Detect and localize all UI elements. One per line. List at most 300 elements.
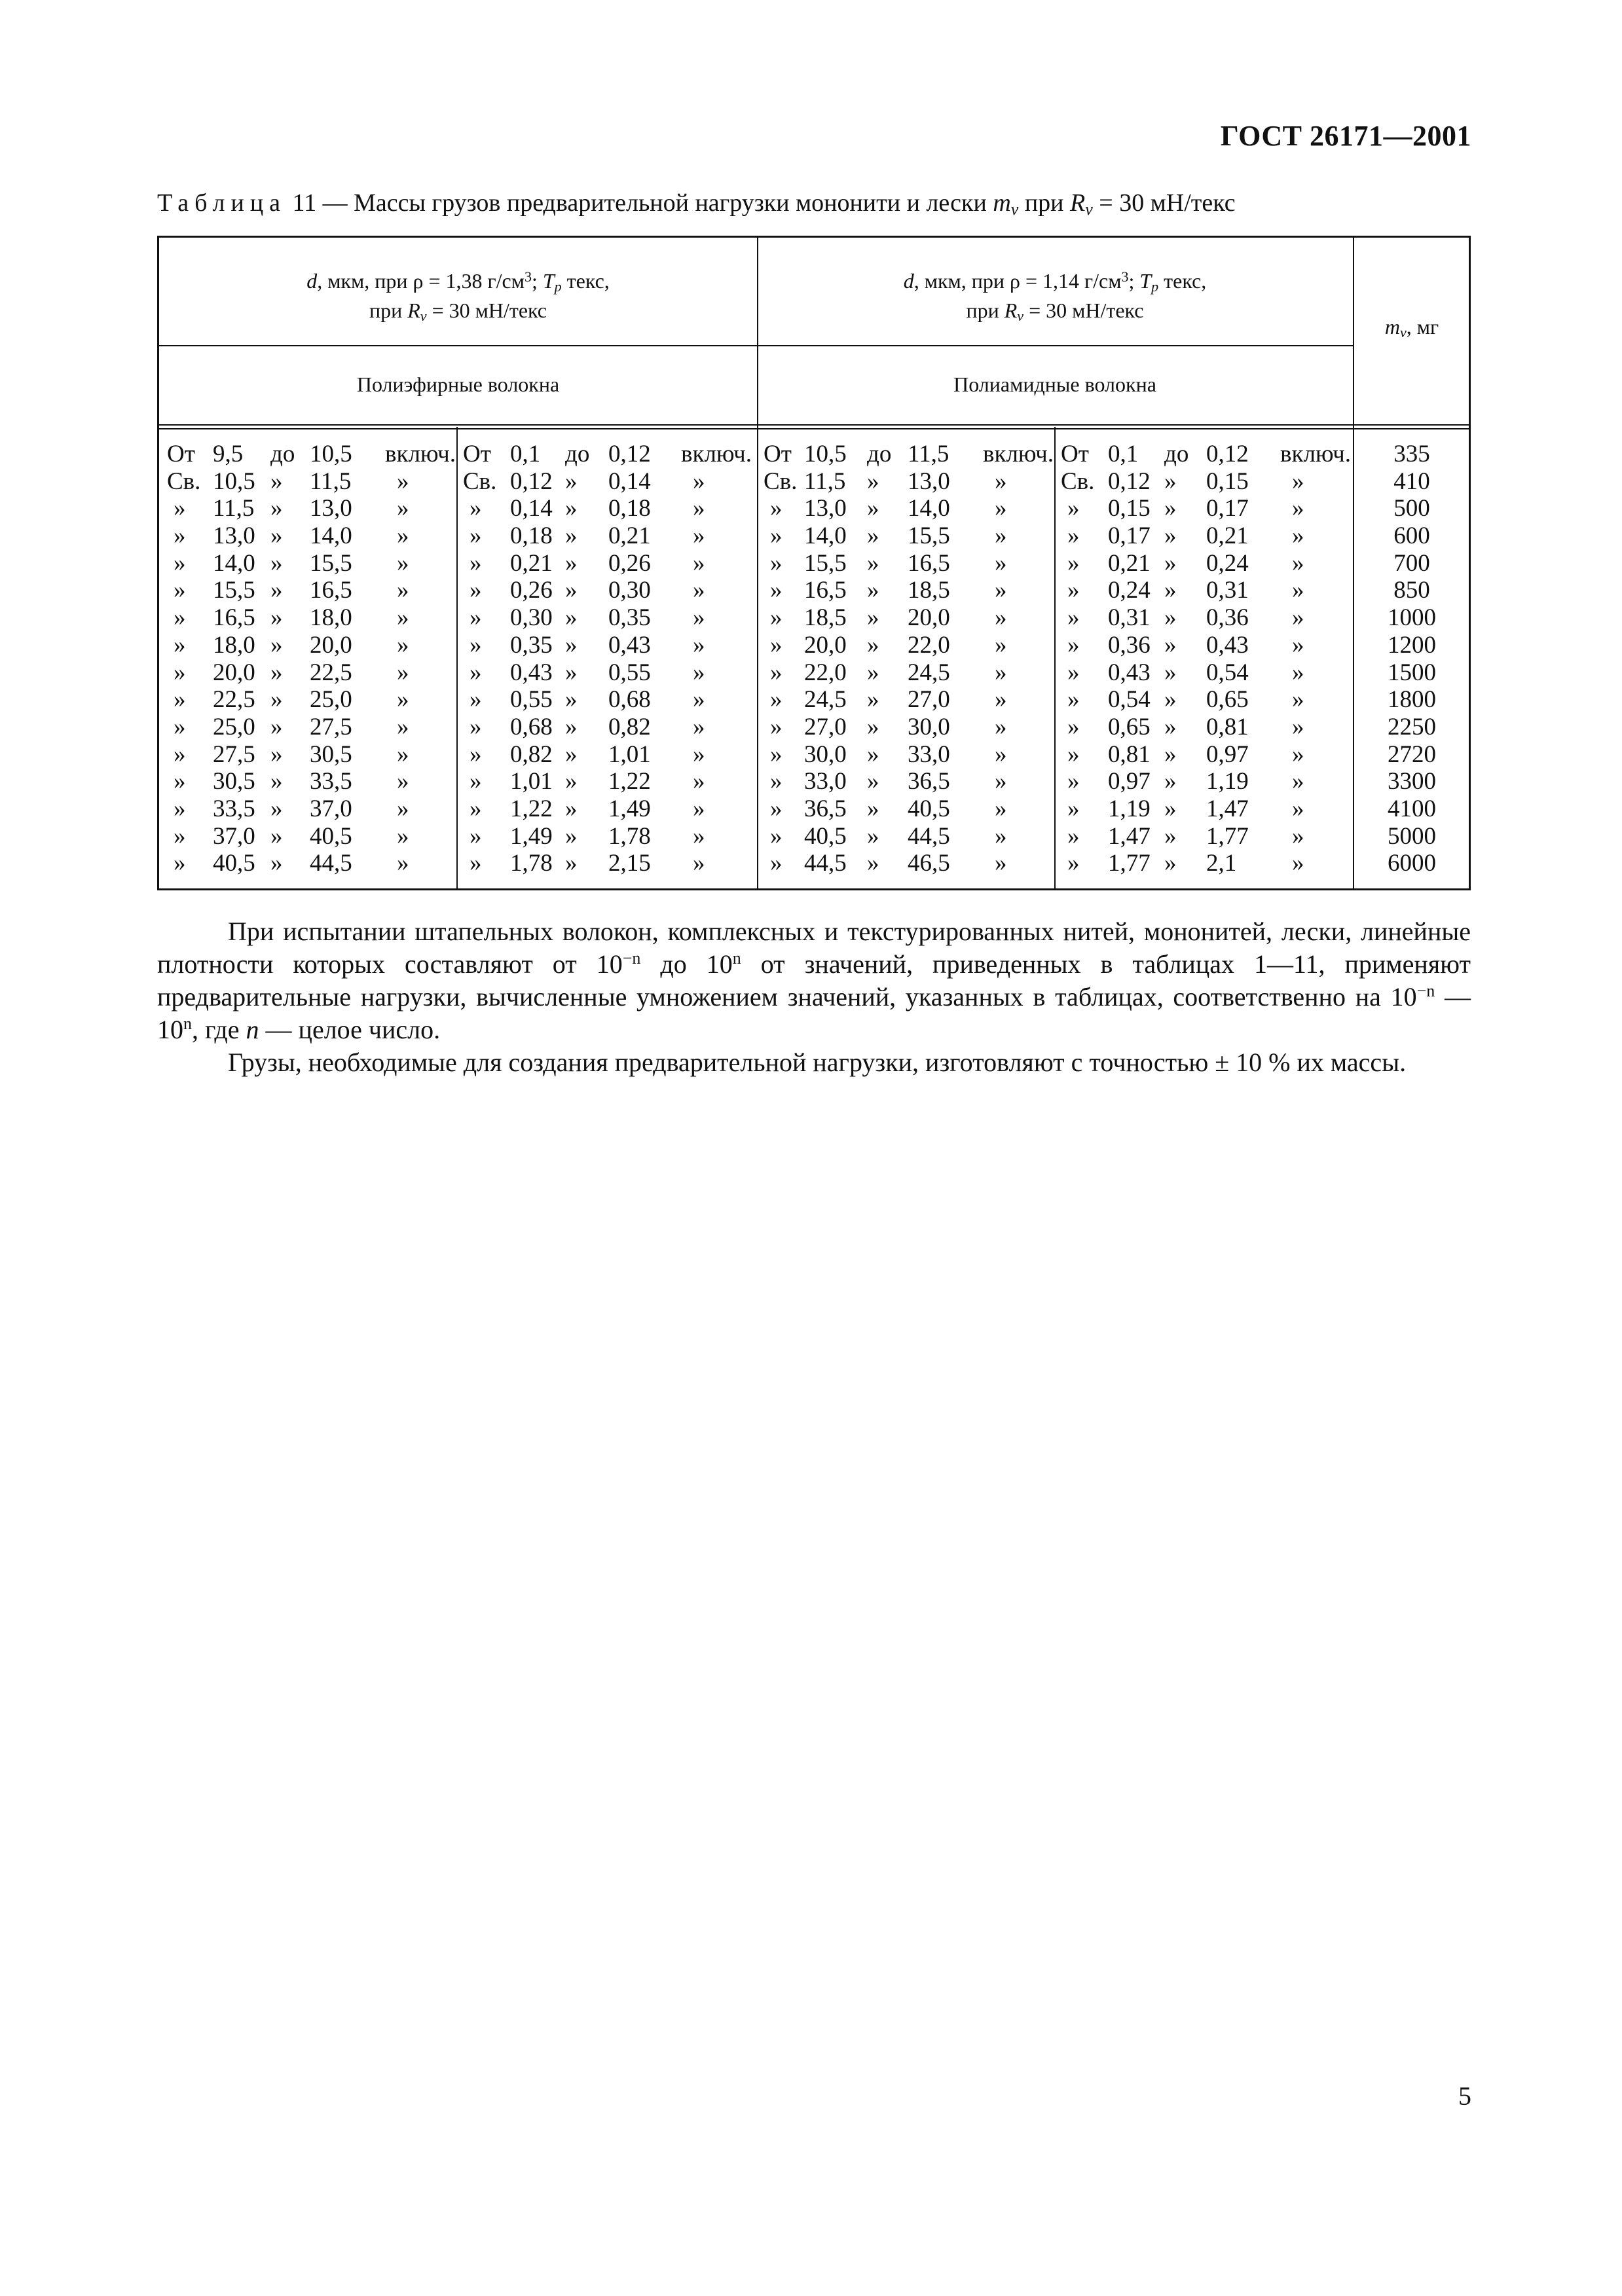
table-row: [757, 468, 1054, 496]
range-prefix: »: [1067, 850, 1080, 877]
range-to: 20,0: [310, 631, 352, 659]
range-suffix: »: [397, 659, 409, 686]
range-prefix: »: [1067, 604, 1080, 632]
range-from: 13,0: [213, 522, 255, 550]
range-from: 18,5: [804, 604, 847, 632]
range-to-word: »: [565, 604, 578, 632]
table-row: [159, 441, 456, 468]
document-code: ГОСТ 26171—2001: [1220, 120, 1471, 152]
mass-hdr-sub: v: [1399, 324, 1407, 340]
table-row: [1054, 768, 1353, 795]
range-to: 40,5: [908, 795, 950, 822]
header-double-rule: [159, 424, 1469, 429]
range-to: 0,12: [608, 441, 651, 467]
range-to: 15,5: [310, 549, 352, 577]
mass-value: 6000: [1388, 850, 1436, 877]
range-to: 14,0: [908, 495, 950, 522]
range-prefix: »: [174, 604, 186, 632]
range-to: 44,5: [310, 850, 352, 877]
table-row: [757, 795, 1054, 823]
range-from: 1,22: [510, 795, 553, 822]
table-row: [1054, 741, 1353, 769]
range-prefix: От: [167, 441, 195, 467]
mass-value: 335: [1393, 441, 1430, 467]
range-to: 18,5: [908, 577, 950, 604]
range-suffix: »: [995, 768, 1007, 795]
range-suffix: »: [1292, 522, 1304, 550]
page-number: 5: [1458, 2081, 1471, 2111]
range-suffix: »: [693, 604, 705, 632]
range-suffix: »: [995, 604, 1007, 632]
paragraph-weight-accuracy: [157, 1046, 1471, 1079]
range-suffix: »: [693, 822, 705, 850]
table-row: [159, 468, 456, 496]
polyamide-diameter-column: [757, 441, 1054, 877]
table-row: [159, 632, 456, 659]
polyester-hdr-r: R: [407, 299, 420, 322]
range-to-word: до: [565, 441, 590, 467]
table-row: [1054, 632, 1353, 659]
polyester-hdr-t: T: [542, 269, 555, 293]
range-to: 0,18: [608, 495, 651, 522]
range-from: 1,01: [510, 768, 553, 795]
caption-number: 11: [292, 189, 317, 217]
p1-n: n: [246, 1015, 259, 1044]
range-from: 0,15: [1108, 495, 1151, 522]
range-suffix: включ.: [681, 441, 752, 467]
range-prefix: »: [174, 740, 186, 768]
range-prefix: »: [174, 522, 186, 550]
polyester-header: [159, 265, 757, 328]
range-to-word: »: [270, 740, 283, 768]
mass-value: 850: [1393, 577, 1430, 604]
range-to: 0,12: [1206, 441, 1249, 467]
mass-value: 3300: [1388, 768, 1436, 795]
table-row: [1054, 577, 1353, 604]
caption-text: Массы грузов предварительной нагрузки мононити и лески: [354, 189, 993, 217]
range-from: 0,65: [1108, 713, 1151, 740]
table-row: [159, 823, 456, 850]
mass-value: 1500: [1388, 659, 1436, 686]
range-prefix: »: [770, 577, 783, 604]
range-to: 18,0: [310, 604, 352, 632]
range-to: 24,5: [908, 659, 950, 686]
caption-rest: = 30 мН/текс: [1092, 189, 1236, 217]
polyamide-hdr-at: при: [966, 299, 1005, 322]
table-row: [757, 632, 1054, 659]
range-prefix: »: [770, 631, 783, 659]
range-suffix: »: [693, 795, 705, 822]
mass-header: [1353, 315, 1471, 344]
range-suffix: »: [995, 522, 1007, 550]
range-to: 0,68: [608, 686, 651, 714]
range-to-word: до: [270, 441, 295, 467]
range-from: 15,5: [804, 549, 847, 577]
range-to-word: »: [1164, 549, 1177, 577]
range-prefix: »: [770, 822, 783, 850]
range-to-word: »: [565, 768, 578, 795]
range-to: 37,0: [310, 795, 352, 822]
range-prefix: »: [470, 604, 482, 632]
mass-value: 500: [1393, 495, 1430, 522]
range-suffix: »: [693, 768, 705, 795]
range-suffix: »: [693, 850, 705, 877]
range-prefix: »: [470, 822, 482, 850]
p1-text-a: При испытании штапельных волокон, комплексных и текстурированных нитей, мононитей, лески, линейные плотности которых составляют от 10: [157, 917, 1471, 979]
range-to: 22,5: [310, 659, 352, 686]
range-to-word: »: [867, 631, 879, 659]
range-prefix: »: [1067, 577, 1080, 604]
range-suffix: »: [995, 740, 1007, 768]
range-from: 37,0: [213, 822, 255, 850]
range-prefix: »: [174, 686, 186, 714]
range-to: 0,65: [1206, 686, 1249, 714]
table-row: [456, 795, 757, 823]
range-to-word: »: [565, 467, 578, 495]
range-to-word: »: [565, 740, 578, 768]
range-to-word: »: [270, 549, 283, 577]
polyester-hdr-sup: 3: [524, 268, 532, 285]
range-to: 16,5: [310, 577, 352, 604]
range-to: 1,22: [608, 768, 651, 795]
range-prefix: »: [1067, 495, 1080, 522]
range-to: 0,24: [1206, 549, 1249, 577]
range-prefix: »: [770, 659, 783, 686]
table-row: [456, 495, 757, 522]
range-to: 0,26: [608, 549, 651, 577]
table-row: [456, 741, 757, 769]
table-row: [757, 714, 1054, 741]
range-to-word: »: [867, 522, 879, 550]
range-prefix: От: [463, 441, 491, 467]
range-to-word: »: [1164, 768, 1177, 795]
range-suffix: »: [693, 495, 705, 522]
range-from: 0,26: [510, 577, 553, 604]
range-to: 20,0: [908, 604, 950, 632]
range-to-word: »: [565, 713, 578, 740]
table-row: [757, 823, 1054, 850]
range-to-word: »: [270, 577, 283, 604]
caption-r-sub: v: [1085, 200, 1093, 219]
mass-value: 2250: [1388, 713, 1436, 740]
range-prefix: »: [174, 495, 186, 522]
table-row: [456, 714, 757, 741]
range-from: 0,1: [1108, 441, 1139, 467]
range-suffix: »: [995, 549, 1007, 577]
range-from: 36,5: [804, 795, 847, 822]
range-prefix: От: [1061, 441, 1089, 467]
range-from: 0,1: [510, 441, 541, 467]
range-prefix: »: [174, 768, 186, 795]
table-row: [456, 686, 757, 714]
range-to: 33,5: [310, 768, 352, 795]
range-prefix: »: [1067, 659, 1080, 686]
range-to-word: »: [867, 467, 879, 495]
range-from: 0,21: [1108, 549, 1151, 577]
range-to-word: »: [867, 549, 879, 577]
range-prefix: »: [174, 631, 186, 659]
polyamide-hdr-d: d: [903, 269, 914, 293]
range-from: 33,0: [804, 768, 847, 795]
range-from: 33,5: [213, 795, 255, 822]
mass-column: [1353, 441, 1471, 877]
range-from: 11,5: [213, 495, 255, 522]
mass-value: 410: [1393, 467, 1430, 495]
range-from: 40,5: [804, 822, 847, 850]
range-prefix: »: [770, 740, 783, 768]
table-row: [757, 686, 1054, 714]
range-to: 10,5: [310, 441, 352, 467]
range-prefix: »: [770, 850, 783, 877]
p1-text-f: — целое число.: [259, 1015, 441, 1044]
table-row: [456, 632, 757, 659]
p1-sup-2: n: [732, 949, 741, 968]
mass-value: 5000: [1388, 822, 1436, 850]
polyester-hdr-rsub: v: [420, 308, 427, 324]
table-row: [1054, 604, 1353, 632]
range-to: 11,5: [908, 441, 949, 467]
range-to-word: »: [1164, 522, 1177, 550]
range-suffix: »: [397, 686, 409, 714]
range-from: 0,14: [510, 495, 553, 522]
table-row: [159, 768, 456, 795]
range-prefix: Св.: [764, 467, 798, 495]
p1-sup-1: −n: [622, 949, 641, 968]
range-to: 0,17: [1206, 495, 1249, 522]
range-suffix: »: [397, 850, 409, 877]
paragraph-preload-note: [157, 915, 1471, 1046]
mass-value: 1200: [1388, 631, 1436, 659]
range-prefix: »: [770, 522, 783, 550]
range-prefix: »: [1067, 822, 1080, 850]
range-to-word: »: [867, 822, 879, 850]
range-suffix: »: [693, 522, 705, 550]
table-row: [1054, 823, 1353, 850]
polyester-diameter-column: [159, 441, 456, 877]
range-prefix: »: [1067, 740, 1080, 768]
range-to-word: »: [270, 522, 283, 550]
range-to-word: »: [867, 850, 879, 877]
range-from: 0,12: [510, 467, 553, 495]
range-from: 27,5: [213, 740, 255, 768]
range-suffix: »: [397, 740, 409, 768]
range-prefix: »: [174, 659, 186, 686]
range-from: 0,54: [1108, 686, 1151, 714]
range-suffix: »: [1292, 549, 1304, 577]
range-to: 2,15: [608, 850, 651, 877]
range-suffix: включ.: [983, 441, 1054, 467]
table-row: [1054, 850, 1353, 877]
polyamide-hdr-tsub: p: [1151, 278, 1159, 295]
range-to: 0,15: [1206, 467, 1249, 495]
range-to-word: »: [867, 577, 879, 604]
table-row: [757, 659, 1054, 687]
range-from: 14,0: [804, 522, 847, 550]
range-to: 27,5: [310, 713, 352, 740]
mass-value: 4100: [1388, 795, 1436, 822]
range-prefix: Св.: [463, 467, 497, 495]
range-to-word: »: [1164, 713, 1177, 740]
table-row: [456, 850, 757, 877]
range-suffix: »: [397, 522, 409, 550]
polyamide-hdr-sep: ;: [1128, 269, 1140, 293]
range-suffix: »: [397, 822, 409, 850]
table-row: [757, 495, 1054, 522]
range-suffix: »: [1292, 577, 1304, 604]
range-to-word: »: [1164, 686, 1177, 714]
range-to-word: »: [270, 686, 283, 714]
range-to-word: »: [1164, 822, 1177, 850]
range-to-word: »: [867, 604, 879, 632]
range-prefix: »: [174, 850, 186, 877]
table-row: [1054, 795, 1353, 823]
range-to: 15,5: [908, 522, 950, 550]
polyester-hdr-at: при: [369, 299, 408, 322]
range-from: 0,43: [1108, 659, 1151, 686]
range-suffix: »: [1292, 795, 1304, 822]
range-from: 22,0: [804, 659, 847, 686]
caption-m-sub: v: [1010, 200, 1019, 219]
range-from: 10,5: [804, 441, 847, 467]
table-row: [456, 823, 757, 850]
range-prefix: »: [470, 659, 482, 686]
mass-value: 1800: [1388, 686, 1436, 714]
range-to-word: »: [565, 495, 578, 522]
range-to: 0,30: [608, 577, 651, 604]
table-row: [159, 604, 456, 632]
range-suffix: »: [397, 713, 409, 740]
range-suffix: »: [397, 631, 409, 659]
range-prefix: От: [764, 441, 792, 467]
range-prefix: »: [470, 686, 482, 714]
range-to-word: »: [867, 768, 879, 795]
range-from: 0,12: [1108, 467, 1151, 495]
table-row: [456, 468, 757, 496]
p1-text-c: от значений, приведенных в таблицах 1—11, применяют предварительные нагрузки, вычисленные умножением значений, указанных в таблицах, соответственно на 10: [157, 949, 1471, 1011]
range-suffix: »: [1292, 768, 1304, 795]
range-to-word: »: [565, 522, 578, 550]
range-from: 0,36: [1108, 631, 1151, 659]
range-suffix: »: [693, 686, 705, 714]
range-suffix: »: [693, 659, 705, 686]
range-to: 30,0: [908, 713, 950, 740]
range-suffix: »: [1292, 713, 1304, 740]
table-row: [1054, 686, 1353, 714]
range-to-word: »: [270, 713, 283, 740]
p2-text: Грузы, необходимые для создания предварительной нагрузки, изготовляют с точностью ± 10 % их массы.: [228, 1048, 1407, 1077]
range-to-word: »: [565, 631, 578, 659]
range-to: 0,43: [1206, 631, 1249, 659]
range-prefix: »: [770, 713, 783, 740]
range-to: 1,19: [1206, 768, 1249, 795]
table-row: [159, 495, 456, 522]
range-from: 11,5: [804, 467, 846, 495]
range-suffix: »: [693, 713, 705, 740]
p1-text-b: до 10: [640, 949, 733, 979]
range-to: 1,78: [608, 822, 651, 850]
range-to-word: »: [1164, 467, 1177, 495]
range-suffix: »: [995, 686, 1007, 714]
polyamide-hdr-rsub: v: [1017, 308, 1024, 324]
range-prefix: »: [470, 549, 482, 577]
range-suffix: »: [995, 795, 1007, 822]
range-from: 40,5: [213, 850, 255, 877]
range-to-word: »: [867, 740, 879, 768]
table-row: [757, 741, 1054, 769]
range-from: 15,5: [213, 577, 255, 604]
range-to-word: »: [270, 795, 283, 822]
range-suffix: »: [995, 850, 1007, 877]
caption-at: при: [1018, 189, 1071, 217]
table-row: [456, 604, 757, 632]
range-to-word: »: [565, 795, 578, 822]
range-to-word: »: [565, 822, 578, 850]
range-to-word: »: [565, 850, 578, 877]
range-prefix: »: [1067, 686, 1080, 714]
range-prefix: »: [174, 713, 186, 740]
table-row: [1054, 495, 1353, 522]
mass-value: 1000: [1388, 604, 1436, 632]
table-row: [456, 522, 757, 550]
range-from: 1,77: [1108, 850, 1151, 877]
range-prefix: »: [1067, 795, 1080, 822]
range-prefix: »: [470, 631, 482, 659]
range-from: 20,0: [804, 631, 847, 659]
range-prefix: »: [770, 604, 783, 632]
polyester-hdr-sep: ;: [531, 269, 543, 293]
range-to: 13,0: [310, 495, 352, 522]
range-from: 1,19: [1108, 795, 1151, 822]
range-to: 44,5: [908, 822, 950, 850]
range-to: 0,36: [1206, 604, 1249, 632]
range-prefix: »: [470, 795, 482, 822]
range-to-word: до: [1164, 441, 1189, 467]
polyamide-hdr-t: T: [1139, 269, 1152, 293]
range-prefix: »: [770, 549, 783, 577]
table-row: [456, 577, 757, 604]
range-to: 0,43: [608, 631, 651, 659]
table-row: [1054, 522, 1353, 550]
range-to-word: »: [565, 577, 578, 604]
range-prefix: »: [770, 768, 783, 795]
caption-dash: —: [316, 189, 354, 217]
range-suffix: »: [1292, 631, 1304, 659]
range-to-word: »: [867, 713, 879, 740]
range-suffix: »: [995, 713, 1007, 740]
range-to-word: »: [270, 467, 283, 495]
range-suffix: »: [693, 631, 705, 659]
polyester-tex-column: [456, 441, 757, 877]
mass-value: 700: [1393, 549, 1430, 577]
range-prefix: »: [1067, 549, 1080, 577]
range-suffix: включ.: [1280, 441, 1352, 467]
range-prefix: »: [770, 795, 783, 822]
range-suffix: »: [995, 822, 1007, 850]
range-from: 0,55: [510, 686, 553, 714]
range-suffix: включ.: [385, 441, 456, 467]
polyamide-tex-column: [1054, 441, 1353, 877]
range-to: 14,0: [310, 522, 352, 550]
range-from: 0,30: [510, 604, 553, 632]
range-to-word: »: [1164, 795, 1177, 822]
polyamide-header-line2: [757, 299, 1353, 328]
range-suffix: »: [1292, 495, 1304, 522]
caption-label: Таблица: [157, 189, 287, 217]
range-to: 0,35: [608, 604, 651, 632]
table-row: [456, 550, 757, 577]
range-from: 13,0: [804, 495, 847, 522]
range-prefix: »: [470, 850, 482, 877]
